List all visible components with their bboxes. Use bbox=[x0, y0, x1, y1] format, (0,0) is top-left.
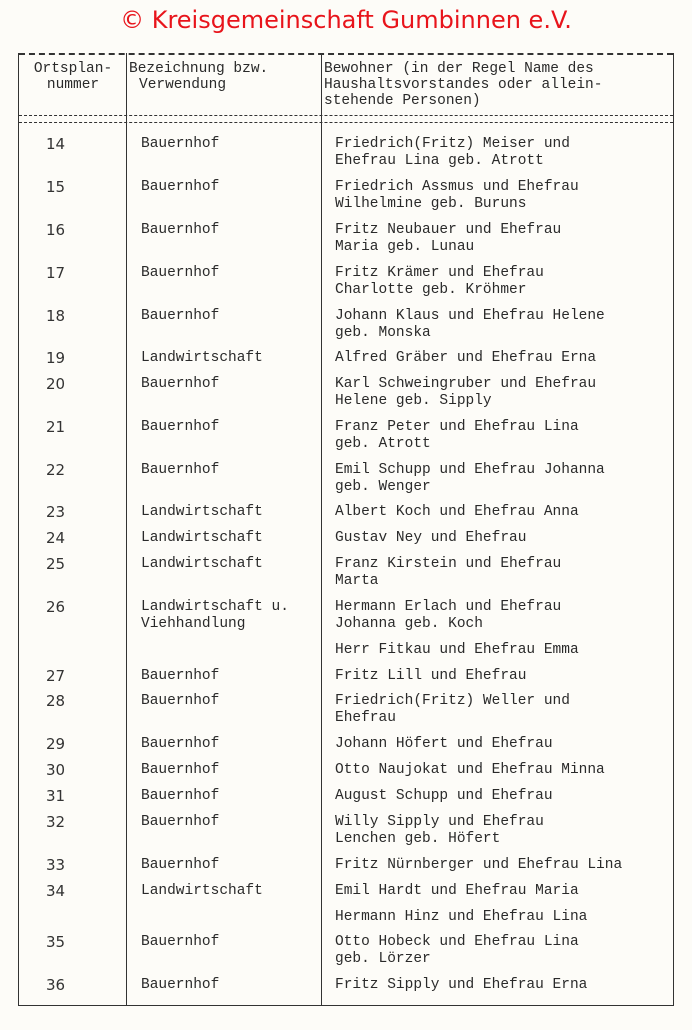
header-separator bbox=[19, 115, 673, 123]
residents-cell: Emil Schupp und Ehefrau Johanna geb. Wenger bbox=[335, 462, 605, 495]
copyright-watermark: © Kreisgemeinschaft Gumbinnen e.V. bbox=[120, 6, 572, 34]
residents-cell: Fritz Sipply und Ehefrau Erna bbox=[335, 977, 588, 993]
plan-number-cell: 18 bbox=[46, 307, 66, 325]
plan-number-cell: 31 bbox=[46, 787, 66, 805]
residents-cell: Johann Klaus und Ehefrau Helene geb. Monska bbox=[335, 308, 605, 341]
residents-cell: Fritz Neubauer und Ehefrau Maria geb. Lunau bbox=[335, 222, 562, 255]
designation-cell: Bauernhof bbox=[141, 736, 220, 752]
plan-number-cell: 34 bbox=[46, 882, 66, 900]
residents-cell: Otto Naujokat und Ehefrau Minna bbox=[335, 762, 605, 778]
designation-cell: Bauernhof bbox=[141, 136, 220, 152]
plan-number-cell: 30 bbox=[46, 761, 66, 779]
residents-cell: Karl Schweingruber und Ehefrau Helene geb. Sipply bbox=[335, 376, 597, 409]
residents-cell: Gustav Ney und Ehefrau bbox=[335, 530, 527, 546]
residents-cell: Friedrich(Fritz) Weller und Ehefrau bbox=[335, 693, 570, 726]
plan-number-cell: 15 bbox=[46, 178, 66, 196]
designation-cell: Bauernhof bbox=[141, 265, 220, 281]
plan-number-cell: 29 bbox=[46, 735, 66, 753]
plan-number-cell: 28 bbox=[46, 692, 66, 710]
residents-cell: Albert Koch und Ehefrau Anna bbox=[335, 504, 579, 520]
designation-cell: Bauernhof bbox=[141, 419, 220, 435]
designation-cell: Bauernhof bbox=[141, 308, 220, 324]
residents-cell: Hermann Erlach und Ehefrau Johanna geb. Koch bbox=[335, 599, 562, 632]
residents-cell: Herr Fitkau und Ehefrau Emma bbox=[335, 642, 579, 658]
header-text: Verwendung bbox=[139, 77, 227, 93]
residents-cell: Friedrich Assmus und Ehefrau Wilhelmine geb. Buruns bbox=[335, 179, 579, 212]
plan-number-cell: 26 bbox=[46, 598, 66, 616]
residents-cell: Willy Sipply und Ehefrau Lenchen geb. Höfert bbox=[335, 814, 544, 847]
residents-cell: Franz Kirstein und Ehefrau Marta bbox=[335, 556, 562, 589]
designation-cell: Bauernhof bbox=[141, 376, 220, 392]
plan-number-cell: 14 bbox=[46, 135, 66, 153]
designation-cell: Bauernhof bbox=[141, 462, 220, 478]
header-text: stehende Personen) bbox=[324, 93, 481, 109]
plan-number-cell: 17 bbox=[46, 264, 66, 282]
designation-cell: Landwirtschaft bbox=[141, 556, 263, 572]
header-residents bbox=[324, 61, 674, 109]
designation-cell: Bauernhof bbox=[141, 179, 220, 195]
designation-cell: Bauernhof bbox=[141, 814, 220, 830]
header-designation bbox=[129, 61, 319, 93]
residents-cell: Hermann Hinz und Ehefrau Lina bbox=[335, 909, 588, 925]
plan-number-cell: 36 bbox=[46, 976, 66, 994]
designation-cell: Bauernhof bbox=[141, 668, 220, 684]
residents-cell: Emil Hardt und Ehefrau Maria bbox=[335, 883, 579, 899]
column-divider bbox=[321, 53, 322, 1005]
header-text: nummer bbox=[46, 77, 100, 93]
designation-cell: Bauernhof bbox=[141, 977, 220, 993]
plan-number-cell: 21 bbox=[46, 418, 66, 436]
plan-number-cell: 20 bbox=[46, 375, 66, 393]
plan-number-cell: 35 bbox=[46, 933, 66, 951]
residents-cell: Fritz Lill und Ehefrau bbox=[335, 668, 527, 684]
designation-cell: Landwirtschaft bbox=[141, 883, 263, 899]
residents-cell: Franz Peter und Ehefrau Lina geb. Atrott bbox=[335, 419, 579, 452]
residents-cell: August Schupp und Ehefrau bbox=[335, 788, 553, 804]
header-text: Bezeichnung bzw. bbox=[129, 61, 269, 77]
designation-cell: Landwirtschaft bbox=[141, 530, 263, 546]
plan-number-cell: 32 bbox=[46, 813, 66, 831]
header-text: Haushaltsvorstandes oder allein- bbox=[324, 77, 603, 93]
residents-cell: Friedrich(Fritz) Meiser und Ehefrau Lina geb. Atrott bbox=[335, 136, 570, 169]
designation-cell: Bauernhof bbox=[141, 693, 220, 709]
residents-cell: Johann Höfert und Ehefrau bbox=[335, 736, 553, 752]
residents-cell: Fritz Krämer und Ehefrau Charlotte geb. Kröhmer bbox=[335, 265, 544, 298]
column-divider bbox=[126, 53, 127, 1005]
residents-cell: Fritz Nürnberger und Ehefrau Lina bbox=[335, 857, 623, 873]
residents-cell: Otto Hobeck und Ehefrau Lina geb. Lörzer bbox=[335, 934, 579, 967]
residents-cell: Alfred Gräber und Ehefrau Erna bbox=[335, 350, 597, 366]
designation-cell: Bauernhof bbox=[141, 762, 220, 778]
plan-number-cell: 23 bbox=[46, 503, 66, 521]
plan-number-cell: 24 bbox=[46, 529, 66, 547]
plan-number-cell: 33 bbox=[46, 856, 66, 874]
plan-number-cell: 25 bbox=[46, 555, 66, 573]
plan-number-cell: 19 bbox=[46, 349, 66, 367]
designation-cell: Landwirtschaft u. Viehhandlung bbox=[141, 599, 289, 632]
plan-number-cell: 16 bbox=[46, 221, 66, 239]
plan-number-cell: 27 bbox=[46, 667, 66, 685]
designation-cell: Bauernhof bbox=[141, 934, 220, 950]
plan-number-cell: 22 bbox=[46, 461, 66, 479]
designation-cell: Landwirtschaft bbox=[141, 504, 263, 520]
designation-cell: Landwirtschaft bbox=[141, 350, 263, 366]
residents-table bbox=[18, 53, 674, 1006]
header-plan-number bbox=[23, 61, 123, 93]
designation-cell: Bauernhof bbox=[141, 222, 220, 238]
designation-cell: Bauernhof bbox=[141, 788, 220, 804]
header-text: Bewohner (in der Regel Name des bbox=[324, 61, 594, 77]
header-text: Ortsplan- bbox=[33, 61, 113, 77]
designation-cell: Bauernhof bbox=[141, 857, 220, 873]
top-border bbox=[19, 53, 673, 55]
